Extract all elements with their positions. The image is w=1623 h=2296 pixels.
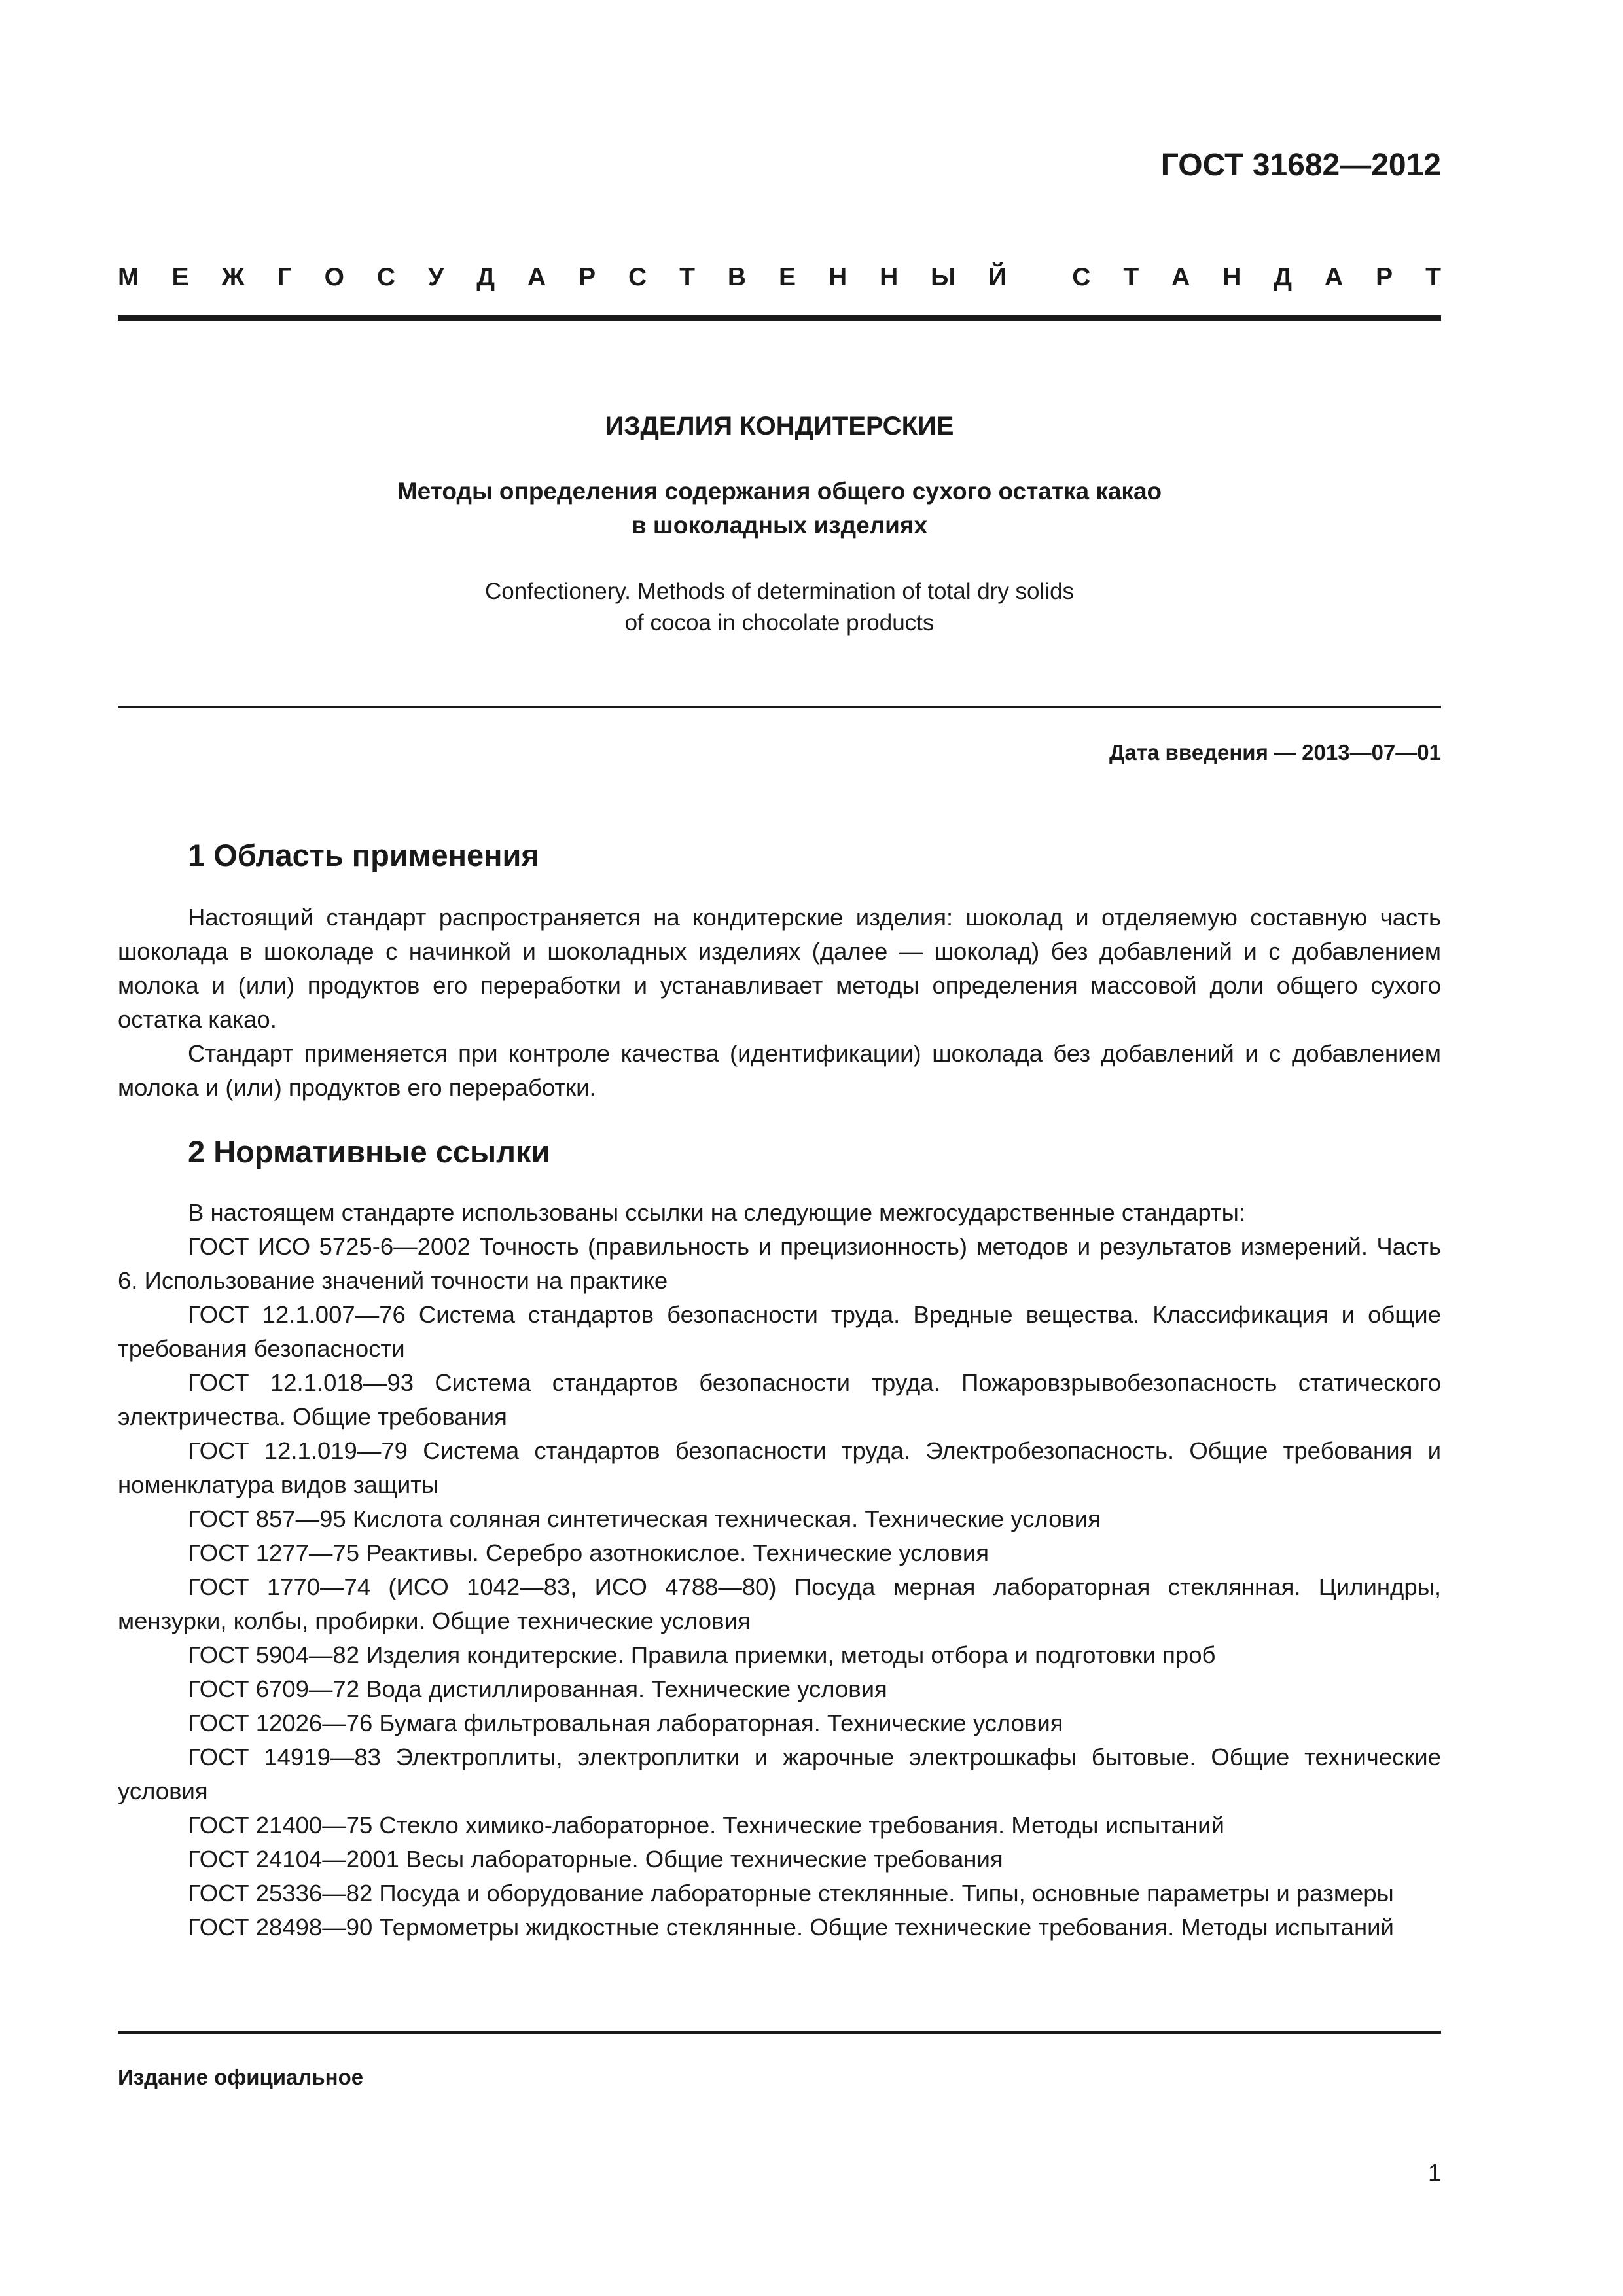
reference-item: ГОСТ 12.1.018—93 Система стандартов безопасности труда. Пожаровзрывобезопасность статического электричества. Общие требования	[118, 1369, 1441, 1430]
section-heading-references: 2 Нормативные ссылки	[188, 1134, 550, 1169]
introduction-date: Дата введения — 2013—07—01	[1109, 740, 1441, 764]
edition-label: Издание официальное	[118, 2065, 364, 2089]
reference-item: ГОСТ 14919—83 Электроплиты, электроплитки и жарочные электрошкафы бытовые. Общие технические условия	[118, 1744, 1441, 1804]
standard-type-heading	[118, 257, 1441, 298]
reference-item: ГОСТ 21400—75 Стекло химико-лабораторное. Технические требования. Методы испытаний	[188, 1812, 1224, 1839]
standard-type-letter: С	[376, 263, 396, 291]
standard-type-letter: Н	[880, 263, 899, 291]
standard-type-letter: Г	[277, 263, 292, 291]
reference-item: ГОСТ 28498—90 Термометры жидкостные стеклянные. Общие технические требования. Методы испытаний	[188, 1914, 1394, 1941]
standard-type-letter: Й	[988, 263, 1007, 291]
reference-item: ГОСТ ИСО 5725-6—2002 Точность (правильность и прецизионность) методов и результатов измерений. Часть 6. Использование значений точности на практике	[118, 1233, 1441, 1294]
standard-type-letter: А	[1171, 263, 1190, 291]
standard-type-letter: С	[628, 263, 647, 291]
subtitle-en-line: Confectionery. Methods of determination of total dry solids	[484, 579, 1075, 604]
standard-type-letter: Е	[779, 263, 796, 291]
standard-type-letter: Р	[579, 263, 596, 291]
gost-code: ГОСТ 31682—2012	[1160, 148, 1441, 183]
standard-type-letter: В	[727, 263, 747, 291]
section-heading-scope: 1 Область применения	[188, 838, 539, 872]
reference-item: ГОСТ 12.1.019—79 Система стандартов безопасности труда. Электробезопасность. Общие требования и номенклатура видов защиты	[118, 1437, 1441, 1498]
standard-type-letter: Т	[1123, 263, 1139, 291]
standard-type-letter: Н	[1222, 263, 1241, 291]
standard-type-letter: Р	[1376, 263, 1393, 291]
subtitle-ru-line: Методы определения содержания общего сухого остатка какао	[397, 478, 1162, 505]
section-body-scope	[118, 901, 1441, 1105]
reference-item: ГОСТ 12026—76 Бумага фильтровальная лабораторная. Технические условия	[188, 1710, 1063, 1736]
standard-type-letter: Д	[476, 263, 495, 291]
subtitle-ru-line: в шоколадных изделиях	[631, 512, 928, 539]
standard-type-letter: М	[118, 263, 139, 291]
standard-type-letter: Е	[171, 263, 189, 291]
paragraph: Настоящий стандарт распространяется на кондитерские изделия: шоколад и отделяемую составную часть шоколада в шоколаде с начинкой и шоколадных изделиях (далее — шоколад) без добавлений и с добавлением молока и (или) продуктов его переработки и устанавливает методы определения массовой доли общего сухого остатка какао.	[118, 904, 1441, 1033]
header-divider	[118, 315, 1441, 321]
standard-type-letter: Ы	[931, 263, 956, 291]
standard-type-letter: Н	[828, 263, 847, 291]
standard-type-letter: А	[1325, 263, 1344, 291]
reference-item: ГОСТ 1277—75 Реактивы. Серебро азотнокислое. Технические условия	[188, 1539, 989, 1566]
standard-type-letter: А	[527, 263, 546, 291]
document-subtitle-en	[118, 576, 1441, 639]
paragraph: Стандарт применяется при контроле качества (идентификации) шоколада без добавлений и с добавлением молока и (или) продуктов его переработки.	[118, 1040, 1441, 1101]
paragraph: В настоящем стандарте использованы ссылки на следующие межгосударственные стандарты:	[188, 1199, 1246, 1226]
footer-divider	[118, 2031, 1441, 2034]
subtitle-en-line: of cocoa in chocolate products	[624, 610, 935, 636]
standard-type-letter: О	[324, 263, 344, 291]
reference-item: ГОСТ 857—95 Кислота соляная синтетическая техническая. Технические условия	[188, 1505, 1101, 1532]
document-title: ИЗДЕЛИЯ КОНДИТЕРСКИЕ	[605, 412, 954, 440]
section-body-references	[118, 1196, 1441, 1945]
standard-type-letter: Т	[1425, 263, 1441, 291]
reference-item: ГОСТ 5904—82 Изделия кондитерские. Правила приемки, методы отбора и подготовки проб	[188, 1641, 1216, 1668]
reference-item: ГОСТ 24104—2001 Весы лабораторные. Общие технические требования	[188, 1846, 1003, 1873]
standard-type-letter: Ж	[221, 263, 245, 291]
reference-item: ГОСТ 12.1.007—76 Система стандартов безопасности труда. Вредные вещества. Классификация и общие требования безопасности	[118, 1301, 1441, 1362]
reference-item: ГОСТ 1770—74 (ИСО 1042—83, ИСО 4788—80) Посуда мерная лабораторная стеклянная. Цилиндры, мензурки, колбы, пробирки. Общие технические условия	[118, 1573, 1441, 1634]
standard-type-letter: Т	[679, 263, 695, 291]
reference-item: ГОСТ 6709—72 Вода дистиллированная. Технические условия	[188, 1676, 887, 1702]
standard-type-letter: С	[1072, 263, 1091, 291]
standard-type-letter: Д	[1274, 263, 1293, 291]
reference-item: ГОСТ 25336—82 Посуда и оборудование лабораторные стеклянные. Типы, основные параметры и размеры	[188, 1880, 1394, 1907]
standard-type-letter: У	[428, 263, 444, 291]
page-number: 1	[1427, 2159, 1441, 2186]
document-subtitle-ru	[118, 475, 1441, 543]
title-divider	[118, 706, 1441, 708]
